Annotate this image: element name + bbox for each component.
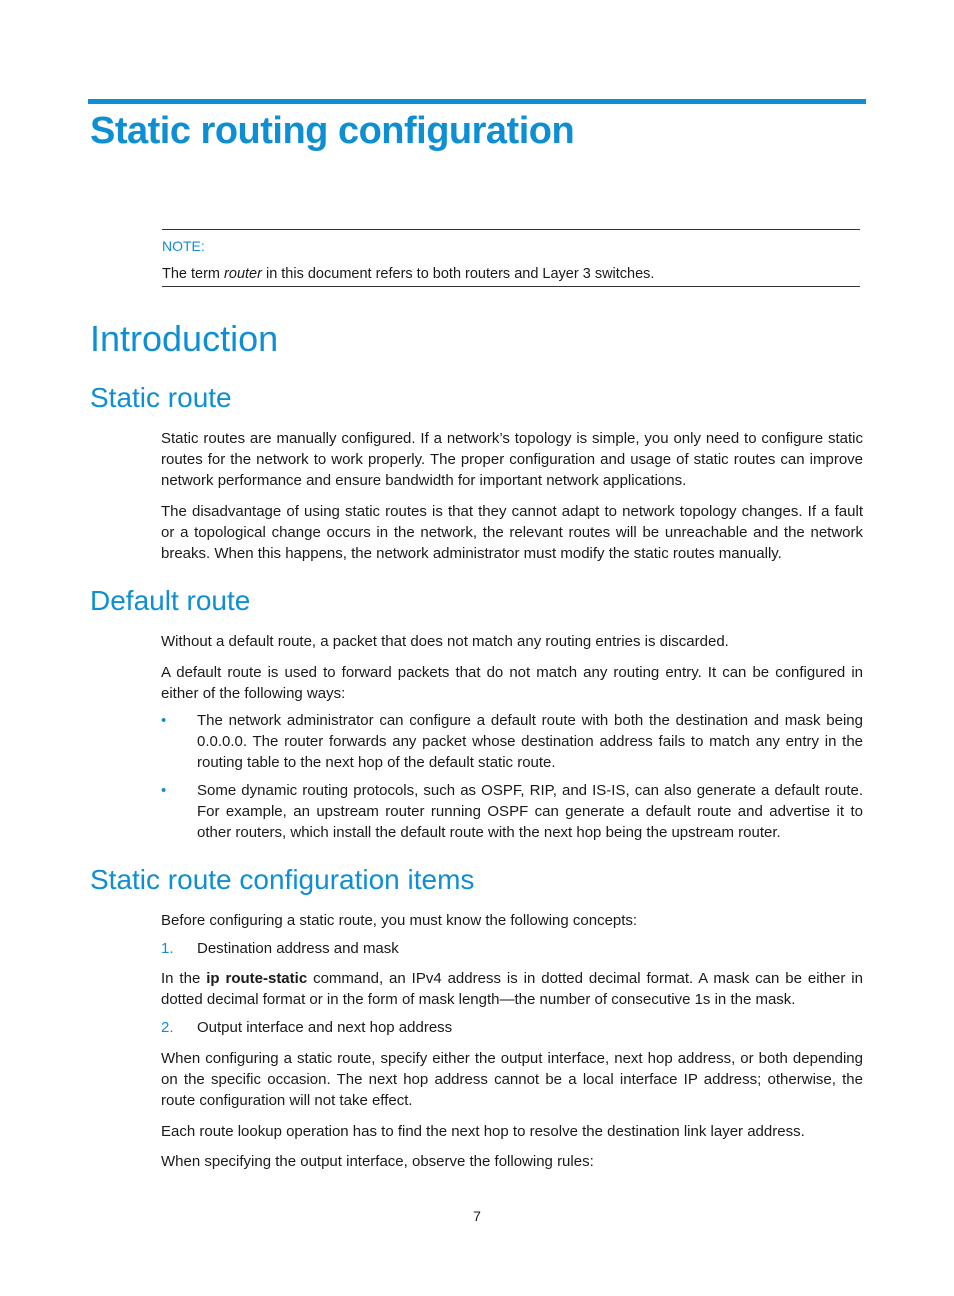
static-route-paragraph: The disadvantage of using static routes is that they cannot adapt to network topology changes. If a fault or a topological change occurs in the network, the relevant routes will be unreachable and the network breaks. When this happens, the network administrator must modify the static routes manually.: [161, 503, 863, 562]
introduction-heading: Introduction: [90, 318, 279, 359]
note-text-italic: router: [224, 266, 262, 282]
note-label: NOTE:: [162, 238, 205, 254]
chapter-title: Static routing configuration: [90, 110, 575, 152]
paragraph-text: In the: [161, 970, 207, 987]
bullet-item: [161, 710, 863, 773]
bullet-text: Some dynamic routing protocols, such as OSPF, RIP, and IS-IS, can also generate a default route. For example, an upstream router running OSPF can generate a default route and advertise it to other routers, which install the default route with the next hop being the upstream router.: [197, 782, 863, 841]
note-text-after: in this document refers to both routers and Layer 3 switches.: [261, 266, 655, 282]
bullet-item: [161, 780, 863, 843]
default-route-paragraph: Without a default route, a packet that does not match any routing entries is discarded.: [161, 633, 729, 650]
bullet-icon: •: [161, 782, 167, 799]
bullet-text: The network administrator can configure a default route with both the destination and mask being 0.0.0.0. The router forwards any packet whose destination address fails to match any entry in the routing table to the next hop of the default static route.: [197, 712, 863, 771]
numbered-item: [161, 938, 863, 959]
config-items-paragraph: Each route lookup operation has to find the next hop to resolve the destination link layer address.: [161, 1123, 805, 1140]
config-items-intro: Before configuring a static route, you must know the following concepts:: [161, 912, 638, 929]
numbered-item-text: Output interface and next hop address: [197, 1019, 453, 1036]
config-items-paragraph: When specifying the output interface, observe the following rules:: [161, 1153, 594, 1170]
static-route-paragraph: Static routes are manually configured. If a network’s topology is simple, you only need to configure static routes for the network to work properly. The proper configuration and usage of static routes can improve network performance and ensure bandwidth for important network applications.: [161, 430, 863, 489]
paragraph-text: command, an IPv4 address is in dotted decimal format. A mask can be either in dotted decimal format or in the form of mask length—the number of consecutive 1s in the mask.: [161, 970, 863, 1008]
note-text: [162, 266, 654, 282]
static-route-heading: Static route: [90, 382, 232, 413]
config-items-heading: Static route configuration items: [90, 864, 475, 895]
numbered-item-number: 1.: [161, 940, 174, 957]
default-route-paragraph: A default route is used to forward packets that do not match any routing entry. It can be configured in either of the following ways:: [161, 664, 863, 702]
numbered-item-text: Destination address and mask: [197, 940, 399, 957]
bullet-icon: •: [161, 712, 167, 729]
note-text-before: The term: [162, 266, 225, 282]
default-route-heading: Default route: [90, 585, 251, 616]
command-keyword: ip route-static: [206, 970, 308, 987]
config-items-paragraph: When configuring a static route, specify either the output interface, next hop address, or both depending on the specific occasion. The next hop address cannot be a local interface IP address; otherwise, the route configuration will not take effect.: [161, 1050, 863, 1109]
page-number: 7: [473, 1208, 481, 1224]
config-items-paragraph: [161, 968, 863, 1010]
note-box: [162, 229, 860, 287]
numbered-item: [161, 1017, 863, 1038]
numbered-item-number: 2.: [161, 1019, 174, 1036]
chapter-top-rule: [88, 99, 866, 104]
